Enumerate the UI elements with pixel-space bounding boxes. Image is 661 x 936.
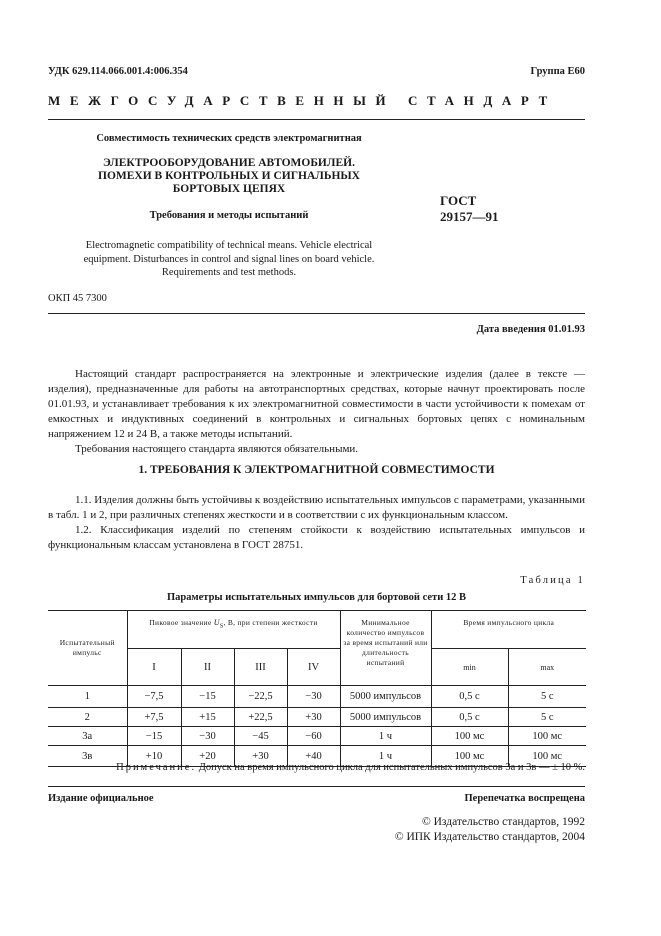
table-row: 3в +10 +20 +30 +40 1 ч 100 мс 100 мс bbox=[48, 746, 586, 767]
header-level: II bbox=[181, 649, 234, 686]
requirements-subtitle: Требования и методы испытаний bbox=[149, 210, 309, 221]
header-pulse: Испытательный импульс bbox=[48, 611, 127, 686]
copyright: © Издательство стандартов, 1992 © ИПК Издательство стандартов, 2004 bbox=[394, 816, 585, 843]
footer-rule bbox=[48, 786, 585, 787]
table-title: Параметры испытательных импульсов для бортовой сети 12 В bbox=[166, 592, 466, 603]
udk-code: УДК 629.114.066.001.4:006.354 bbox=[48, 66, 188, 77]
pulse-parameters-table bbox=[48, 610, 586, 767]
gost-designation: ГОСТ 29157—91 bbox=[440, 193, 499, 224]
standard-title: ЭЛЕКТРООБОРУДОВАНИЕ АВТОМОБИЛЕЙ. ПОМЕХИ В КОНТРОЛЬНЫХ И СИГНАЛЬНЫХ БОРТОВЫХ ЦЕПЯХ bbox=[98, 157, 360, 195]
reprint-prohibited: Перепечатка воспрещена bbox=[464, 793, 585, 804]
header-cycle-max: max bbox=[508, 649, 586, 686]
english-title: Electromagnetic compatibility of technical means. Vehicle electrical equipment. Disturbances in control and signal lines on board vehicle. Requirements and test methods. bbox=[83, 240, 375, 278]
clause-1-2: 1.2. Классификация изделий по степеням стойкости к воздействию испытательных импульсов и функциональным классам установлена в ГОСТ 28751. bbox=[48, 524, 585, 551]
introduction-date: Дата введения 01.01.93 bbox=[476, 324, 585, 335]
header-min-count: Минимальное количество импульсов за время испытаний или длительность испытаний bbox=[340, 611, 431, 686]
table-row: 1 −7,5 −15 −22,5 −30 5000 импульсов 0,5 с 5 с bbox=[48, 686, 586, 708]
header-peak-voltage: Пиковое значение $U_S$, В, при степени жесткости bbox=[127, 611, 340, 649]
intro-paragraph: Настоящий стандарт распространяется на электронные и электрические изделия (далее в тексте — изделия), предназначенные для работы на автотранспортных средствах, которые начнут проектировать после 01.01.93, и устанавливает требования к их электромагнитной совместимости в части устойчивости к помехам от емкостных и индуктивных соединений в контрольных и сигнальных бортовых цепях с номинальным напряжением 12 и 24 В, а также методы испытаний. bbox=[48, 368, 585, 440]
table-note: Примечание. Допуск на время импульсного цикла для испытательных импульсов 3а и 3в — ± 10 %. bbox=[116, 762, 585, 773]
interstate-standard-heading: МЕЖГОСУДАРСТВЕННЫЙ СТАНДАРТ bbox=[48, 93, 557, 108]
section-1-title: 1. ТРЕБОВАНИЯ К ЭЛЕКТРОМАГНИТНОЙ СОВМЕСТИМОСТИ bbox=[138, 464, 495, 476]
header-cycle-min: min bbox=[431, 649, 508, 686]
clause-1-1: 1.1. Изделия должны быть устойчивы к воздействию испытательных импульсов с параметрами, указанными в табл. 1 и 2, при различных степенях жесткости и в соответствии с их функциональным классом. bbox=[48, 494, 585, 521]
table-label: Таблица 1 bbox=[520, 575, 585, 586]
group-code: Группа Е60 bbox=[530, 66, 585, 77]
table-row: 3а −15 −30 −45 −60 1 ч 100 мс 100 мс bbox=[48, 727, 586, 746]
intro-text bbox=[48, 367, 585, 457]
header-rule bbox=[48, 119, 585, 120]
compatibility-title: Совместимость технических средств электромагнитная bbox=[96, 133, 362, 144]
header-level: I bbox=[127, 649, 181, 686]
section-1-text bbox=[48, 493, 585, 553]
header-level: IV bbox=[287, 649, 340, 686]
okp-code: ОКП 45 7300 bbox=[48, 293, 107, 304]
header-level: III bbox=[234, 649, 287, 686]
header-cycle-time: Время импульсного цикла bbox=[431, 611, 586, 649]
intro-paragraph: Требования настоящего стандарта являются обязательными. bbox=[75, 443, 359, 455]
table-row: 2 +7,5 +15 +22,5 +30 5000 импульсов 0,5 с 5 с bbox=[48, 708, 586, 727]
official-edition: Издание официальное bbox=[48, 793, 154, 804]
title-rule bbox=[48, 313, 585, 314]
